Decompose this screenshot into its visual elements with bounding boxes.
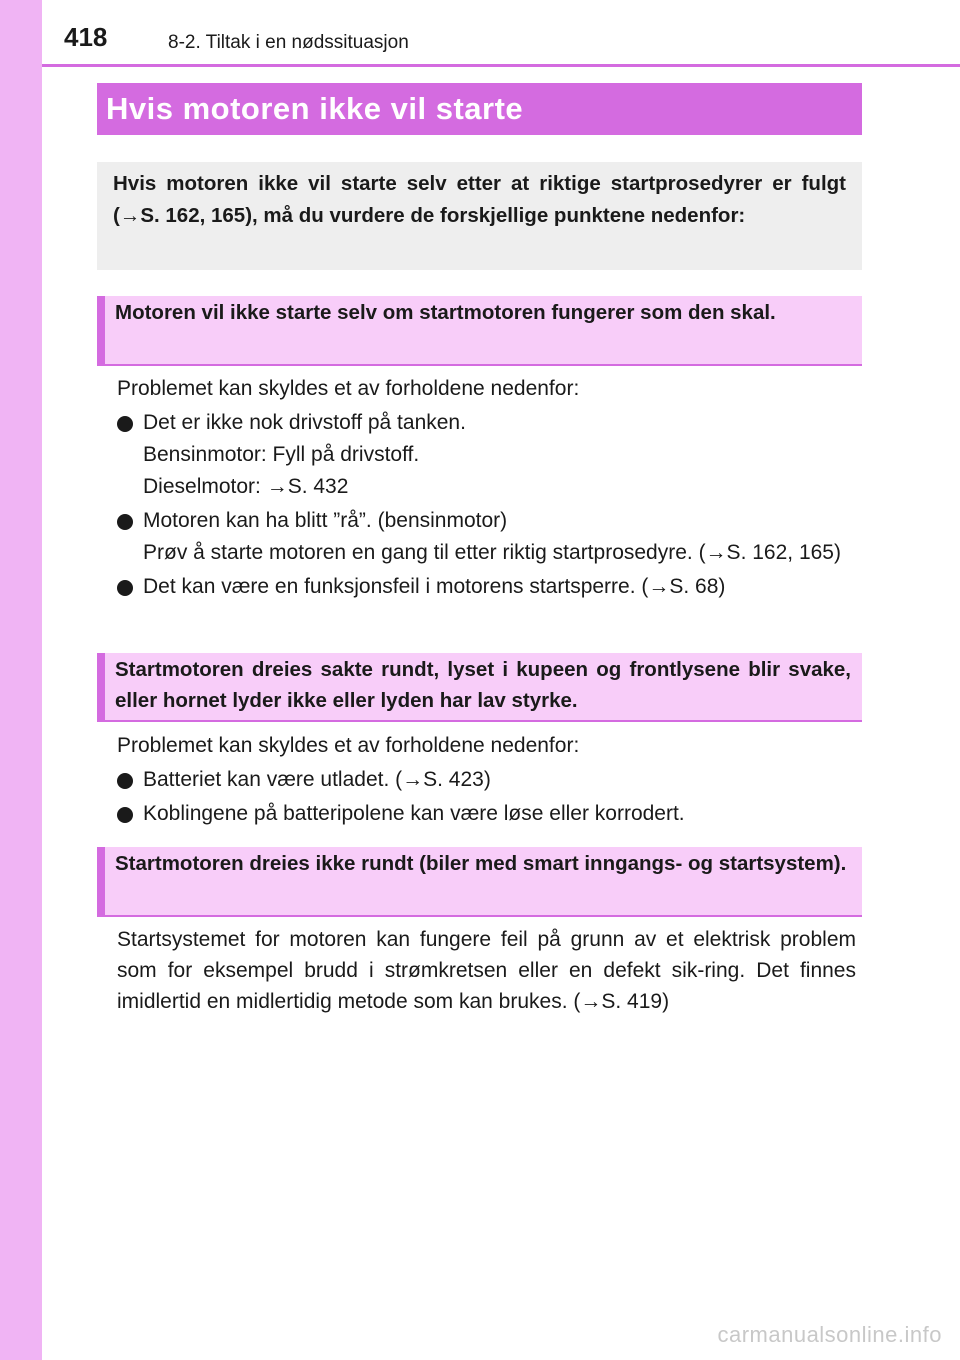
page-number: 418 [64,22,108,52]
bullet-subtext: Bensinmotor: Fyll på drivstoff. [143,443,420,466]
bullet-item [117,407,856,439]
page-header [42,0,960,66]
bullet-text: Det er ikke nok drivstoff på tanken. [143,411,466,434]
lead-text: Problemet kan skyldes et av forholdene nedenfor: [117,734,580,757]
section-paragraph: Startsystemet for motoren kan fungere feil på grunn av et elektrisk problem som for eksempel brudd i strømkretsen eller en defekt sik-ring. Det finnes imidlertid en midlertidig metode som kan brukes. (→S. 419) [117,928,856,1013]
bullet-text: Batteriet kan være utladet. (→S. 423) [143,768,491,791]
bullet-subtext: Prøv å starte motoren en gang til etter riktig startprosedyre. (→S. 162, 165) [143,541,841,564]
section-body-2 [117,730,856,830]
section-heading-2 [97,653,862,722]
bullet-dot-icon [117,580,133,596]
header-rule [42,64,960,67]
bullet-subtext: Dieselmotor: →S. 432 [143,475,349,498]
bullet-dot-icon [117,807,133,823]
section-heading-text: Startmotoren dreies ikke rundt (biler med smart inngangs- og startsystem). [115,852,847,875]
bullet-item [117,571,856,603]
bullet-item [117,764,856,796]
bullet-item [117,798,856,830]
page-title: Hvis motoren ikke vil starte [106,91,524,126]
bullet-dot-icon [117,514,133,530]
watermark: carmanualsonline.info [717,1322,942,1347]
section-label: 8-2. Tiltak i en nødssituasjon [168,32,409,53]
bullet-text: Koblingene på batteripolene kan være løse eller korrodert. [143,802,685,825]
bullet-item [117,505,856,537]
bullet-text: Motoren kan ha blitt ”rå”. (bensinmotor) [143,509,508,532]
section-heading-1 [97,296,862,366]
side-strip [0,0,42,1360]
bullet-text: Det kan være en funksjonsfeil i motorens startsperre. (→S. 68) [143,575,726,598]
title-bar [97,83,862,135]
section-heading-text: Motoren vil ikke starte selv om startmotoren fungerer som den skal. [115,301,776,324]
bullet-dot-icon [117,773,133,789]
section-heading-3 [97,847,862,917]
section-body-1 [117,373,856,603]
intro-text: Hvis motoren ikke vil starte selv etter at riktige startprosedyrer er fulgt (→S. 162, 165), må du vurdere de forskjellige punktene nedenfor: [113,172,846,227]
section-body-3 [117,924,856,1017]
section-heading-text: Startmotoren dreies sakte rundt, lyset i kupeen og frontlysene blir svake, eller hornet lyder ikke eller lyden har lav styrke. [115,658,851,712]
lead-text: Problemet kan skyldes et av forholdene nedenfor: [117,377,580,400]
intro-box [97,162,862,270]
bullet-dot-icon [117,416,133,432]
